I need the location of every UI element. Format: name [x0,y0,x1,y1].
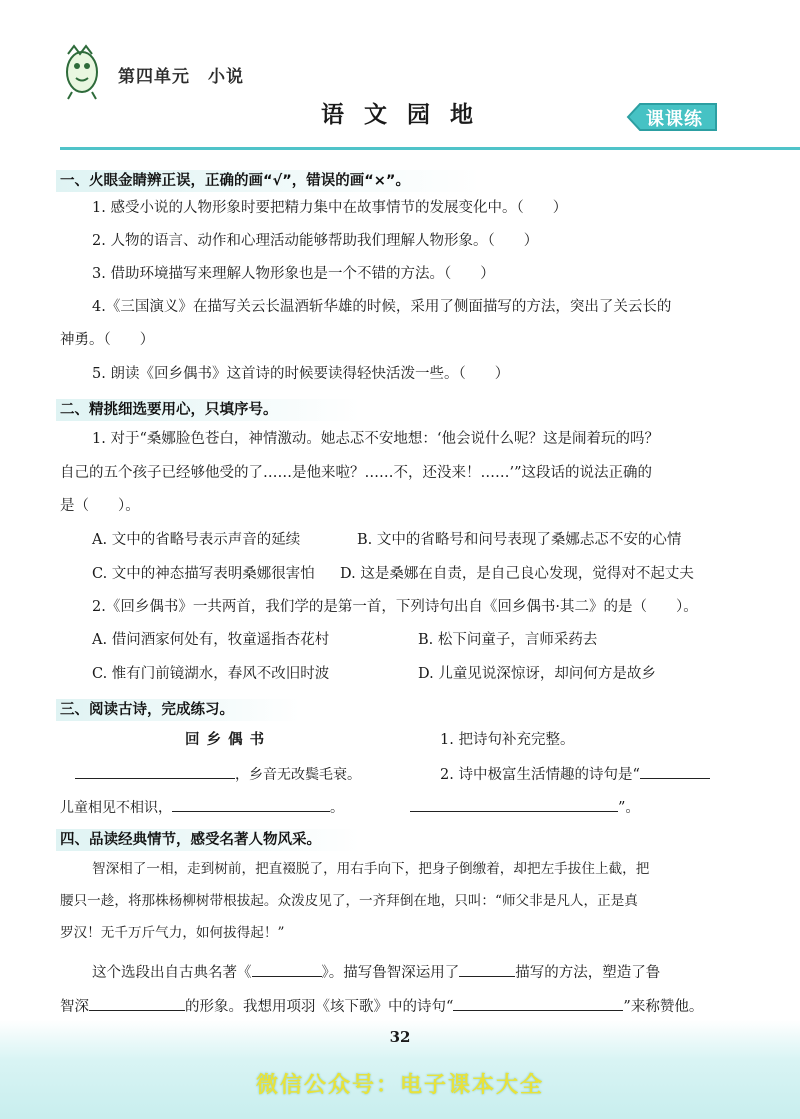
poem-title: 回 乡 偶 书 [185,731,266,748]
s1-item-1: 1. 感受小说的人物形象时要把精力集中在故事情节的发展变化中。（ ） [92,200,568,216]
poem-line-1 [75,762,361,786]
s2-q1-option-c: C. 文中的神态描写表明桑娜很害怕 [92,566,315,582]
s4-q-text-b: 》。描写鲁智深运用了 [321,965,460,981]
s3-q2-text: 2. 诗中极富生活情趣的诗句是“ [440,767,640,783]
s2-q1-line-2: 自己的五个孩子已经够他受的了……是他来啦？……不，还没来！……’”这段话的说法正确的 [60,465,653,481]
s4-q-text-d: 智深 [60,999,89,1015]
passage-line-3: 罗汉！无千万斤气力，如何拔得起！” [60,925,285,941]
s2-q1-option-d: D. 这是桑娜在自责，是自己良心发现，觉得对不起丈夫 [340,566,694,582]
section-2-heading: 二、精挑细选要用心，只填序号。 [56,399,360,421]
s3-q2-cont [410,795,640,819]
genre-name: 小说 [208,67,244,87]
s2-q2-option-d: D. 儿童见说深惊讶，却问何方是故乡 [418,666,656,682]
s3-q2-end: ”。 [618,800,640,816]
passage-line-2: 腰只一趁，将那株杨柳树带根拔起。众泼皮见了，一齐拜倒在地，只叫：“师父非是凡人，正是真 [60,893,638,909]
s2-q2-option-a: A. 借问酒家何处有，牧童遥指杏花村 [92,632,330,648]
poem-line-1-text: ，乡音无改鬓毛衰。 [235,767,361,783]
s2-q1-option-a: A. 文中的省略号表示声音的延续 [92,532,301,548]
s1-item-3: 3. 借助环境描写来理解人物形象也是一个不错的方法。（ ） [92,266,495,282]
s2-q1-line-1: 1. 对于“桑娜脸色苍白，神情激动。她忐忑不安地想：‘他会说什么呢？这是闹着玩的吗？ [92,431,659,447]
lesson-tag [626,100,718,134]
s4-method-blank[interactable] [459,960,515,977]
poem-line-2 [60,795,344,819]
poem-line-2-text: 儿童相见不相识， [60,800,172,816]
header-divider [60,147,800,150]
poem-blank-2[interactable] [172,795,330,812]
s2-q2-option-c: C. 惟有门前镜湖水，春风不改旧时波 [92,666,330,682]
s1-item-2: 2. 人物的语言、动作和心理活动能够帮助我们理解人物形象。（ ） [92,233,539,249]
s4-q-text-c: 描写的方法，塑造了鲁 [515,965,661,981]
s4-book-blank[interactable] [252,960,322,977]
s4-question-line-2 [60,994,703,1018]
s2-q1-line-3: 是（ ）。 [60,498,140,514]
unit-name: 第四单元 [118,67,190,87]
s3-q1: 1. 把诗句补充完整。 [440,732,575,748]
watermark-text: 微信公众号：电子课本大全 [255,1073,544,1098]
s1-item-4: 4.《三国演义》在描写关云长温酒斩华雄的时候，采用了侧面描写的方法，突出了关云长的 [92,299,672,315]
section-3-heading: 三、阅读古诗，完成练习。 [56,699,300,721]
s3-q2-blank-1[interactable] [640,762,710,779]
s3-q2-blank-2[interactable] [410,795,618,812]
s1-item-5: 5. 朗读《回乡偶书》这首诗的时候要读得轻快活泼一些。（ ） [92,366,510,382]
s4-image-blank[interactable] [89,994,185,1011]
poem-line-2-end: 。 [330,800,344,816]
s1-item-4-cont: 神勇。（ ） [60,332,155,348]
poem-blank-1[interactable] [75,762,235,779]
section-4-heading: 四、品读经典情节，感受名著人物风采。 [56,829,360,851]
s3-q2 [440,762,710,786]
s4-q-text-a: 这个选段出自古典名著《 [92,965,252,981]
unit-label [118,62,262,87]
s4-question-line-1 [92,960,660,984]
lesson-tag-text: 课课练 [646,109,703,130]
s2-q2-line: 2.《回乡偶书》一共两首，我们学的是第一首，下列诗句出自《回乡偶书·其二》的是（ ）。 [92,599,698,615]
s4-q-text-f: ”来称赞他。 [623,999,704,1015]
page-title: 语 文 园 地 [320,101,480,128]
passage-line-1: 智深相了一相，走到树前，把直裰脱了，用右手向下，把身子倒缴着，却把左手拔住上截，把 [92,861,650,877]
s2-q1-option-b: B. 文中的省略号和问号表现了桑娜忐忑不安的心情 [357,532,682,548]
cartoon-mascot-icon [58,42,106,100]
section-1-heading: 一、火眼金睛辨正误，正确的画“√”，错误的画“×”。 [56,170,480,192]
s4-poem-blank[interactable] [453,994,623,1011]
s2-q2-option-b: B. 松下问童子，言师采药去 [418,632,598,648]
page-number: 32 [389,1028,411,1046]
s4-q-text-e: 的形象。我想用项羽《垓下歌》中的诗句“ [185,999,454,1015]
